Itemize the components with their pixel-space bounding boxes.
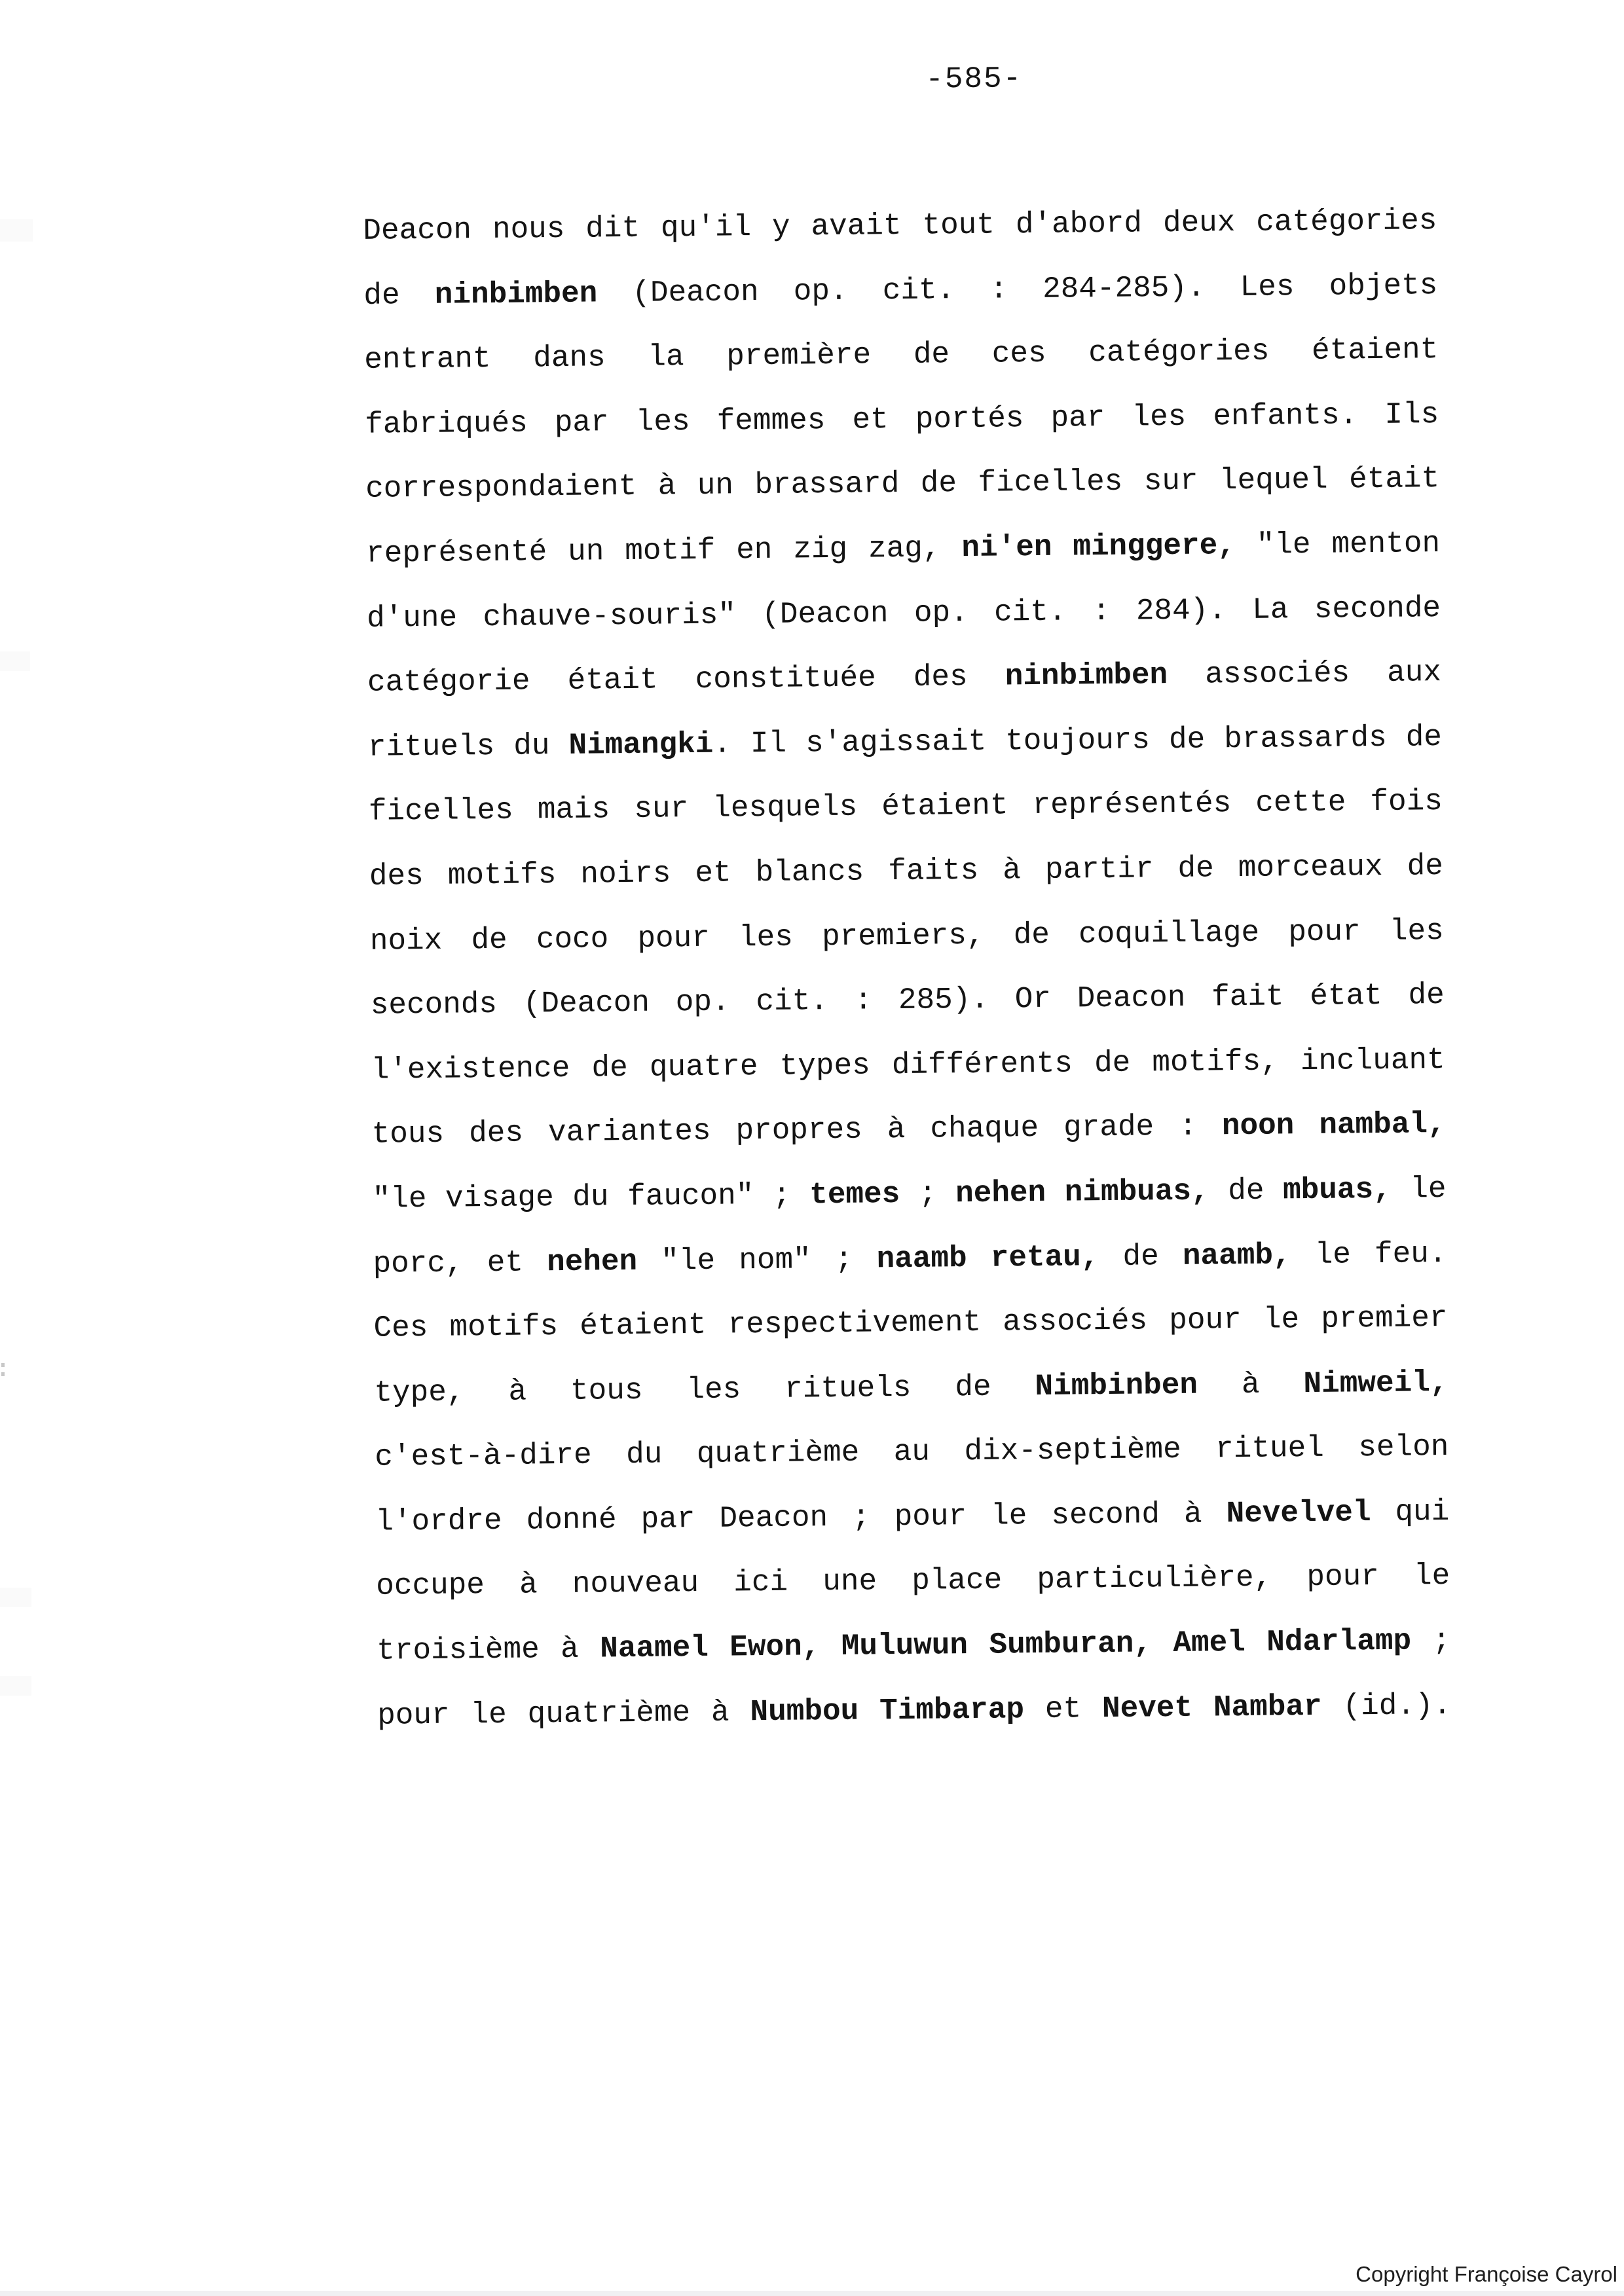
text-segment: l'ordre donné par Deacon ; pour le second à	[375, 1497, 1227, 1539]
text-line	[373, 1286, 1448, 1360]
vernacular-term: noon nambal,	[1221, 1107, 1446, 1144]
vernacular-term: nehen nimbuas,	[955, 1174, 1209, 1211]
vernacular-term: Naamel Ewon,	[599, 1630, 821, 1666]
text-segment: Ces motifs étaient respectivement associés pour le premier	[373, 1301, 1448, 1345]
text-line	[369, 834, 1443, 909]
vernacular-term: nehen	[546, 1244, 638, 1279]
text-line	[371, 1028, 1445, 1102]
text-segment: . Il s'agissait toujours de brassards de	[713, 720, 1443, 761]
scan-smudge	[0, 1588, 31, 1607]
text-segment: l'existence de quatre types différents de motifs, incluant	[371, 1042, 1445, 1087]
text-segment: occupe à nouveau ici une place particulière, pour le	[376, 1559, 1450, 1604]
vernacular-term: Nimangki	[568, 727, 714, 763]
text-segment: entrant dans la première de ces catégories étaient	[364, 333, 1439, 378]
scan-smudge	[0, 651, 30, 671]
text-segment: (Deacon op. cit. : 284-285). Les objets	[597, 268, 1438, 310]
text-line	[373, 1222, 1447, 1296]
text-segment: pour le quatrième à	[377, 1694, 750, 1733]
text-segment: et	[1024, 1691, 1103, 1726]
scan-smudge	[0, 219, 33, 242]
text-line	[375, 1415, 1449, 1489]
text-line	[377, 1609, 1451, 1683]
text-segment: de	[1099, 1239, 1183, 1274]
copyright-notice: Copyright Françoise Cayrol	[1356, 2262, 1617, 2286]
scan-artifact	[1, 1363, 5, 1367]
scan-artifact	[1, 1372, 5, 1376]
text-segment: ficelles mais sur lesquels étaient représentés cette fois	[368, 784, 1443, 829]
page-number: -585-	[925, 62, 1023, 97]
text-line	[363, 189, 1437, 263]
text-segment: c'est-à-dire du quatrième au dix-septième rituel selon	[375, 1430, 1449, 1475]
text-segment: le feu.	[1291, 1236, 1447, 1272]
vernacular-term: naamb,	[1182, 1237, 1291, 1273]
text-segment	[1152, 1626, 1173, 1660]
text-line	[374, 1351, 1449, 1425]
vernacular-term: ninbimben	[1005, 658, 1168, 694]
text-line	[365, 446, 1440, 521]
text-segment: catégorie était constituée des	[367, 659, 1005, 700]
vernacular-term: Nevet Nambar	[1101, 1689, 1322, 1726]
vernacular-term: Amel Ndarlamp	[1173, 1624, 1412, 1661]
vernacular-term: Numbou Timbarap	[750, 1692, 1025, 1729]
text-segment: le	[1391, 1171, 1447, 1207]
text-line	[371, 1092, 1446, 1167]
text-block	[363, 189, 1452, 1748]
text-segment	[820, 1630, 841, 1664]
text-segment: de	[1209, 1173, 1283, 1209]
text-line	[365, 382, 1439, 457]
text-line	[375, 1480, 1450, 1554]
vernacular-term: ni'en minggere,	[961, 528, 1236, 566]
text-segment: fabriqués par les femmes et portés par les enfants. Ils	[365, 397, 1439, 442]
vernacular-term: Nevelvel	[1226, 1495, 1371, 1531]
vernacular-term: Muluwun Sumburan,	[841, 1626, 1153, 1664]
text-segment: (id.).	[1321, 1688, 1452, 1724]
text-segment: correspondaient à un brassard de ficelles sur lequel était	[365, 462, 1440, 507]
vernacular-term: naamb retau,	[876, 1239, 1099, 1276]
text-line	[372, 1157, 1447, 1231]
text-segment: noix de coco pour les premiers, de coquillage pour les	[369, 913, 1445, 958]
scan-smudge	[0, 1676, 31, 1696]
text-segment: "le nom" ;	[637, 1241, 877, 1279]
vernacular-term: Nimweil,	[1303, 1365, 1449, 1401]
text-segment: ;	[1411, 1624, 1451, 1658]
text-segment: "le visage du faucon" ;	[372, 1178, 810, 1216]
text-segment: type, à tous les rituels de	[374, 1369, 1035, 1410]
text-line	[377, 1673, 1452, 1748]
text-segment: troisième à	[377, 1631, 600, 1668]
text-segment: Deacon nous dit qu'il y avait tout d'abord deux catégories	[363, 204, 1437, 248]
text-segment: associés aux	[1167, 655, 1442, 693]
viewer-bottom-edge	[0, 2291, 1624, 2296]
vernacular-term: ninbimben	[434, 276, 598, 312]
text-segment: de	[363, 278, 435, 313]
text-line	[368, 705, 1443, 780]
text-segment: des motifs noirs et blancs faits à partir de morceaux de	[369, 848, 1444, 894]
text-line	[363, 253, 1438, 328]
vernacular-term: temes	[809, 1176, 900, 1212]
text-line	[366, 511, 1441, 586]
text-line	[367, 576, 1441, 651]
text-segment: tous des variantes propres à chaque grade :	[371, 1109, 1223, 1152]
text-segment: représenté un motif en zig zag,	[365, 531, 962, 571]
vernacular-term: Nimbinben	[1035, 1368, 1198, 1404]
text-segment: d'une chauve-souris" (Deacon op. cit. : 284). La seconde	[366, 591, 1441, 636]
text-segment: ;	[900, 1176, 956, 1211]
text-segment: qui	[1371, 1494, 1450, 1530]
text-segment: "le menton	[1235, 526, 1441, 563]
text-segment: porc, et	[373, 1245, 547, 1281]
text-segment: seconds (Deacon op. cit. : 285). Or Deacon fait état de	[370, 978, 1445, 1023]
text-line	[376, 1544, 1450, 1618]
text-line	[369, 899, 1444, 974]
vernacular-term: mbuas,	[1282, 1172, 1392, 1208]
text-segment: à	[1197, 1366, 1304, 1402]
text-segment: rituels du	[367, 728, 569, 765]
text-line	[367, 640, 1442, 715]
text-line	[368, 769, 1443, 844]
text-line	[370, 963, 1445, 1038]
text-line	[364, 318, 1439, 392]
